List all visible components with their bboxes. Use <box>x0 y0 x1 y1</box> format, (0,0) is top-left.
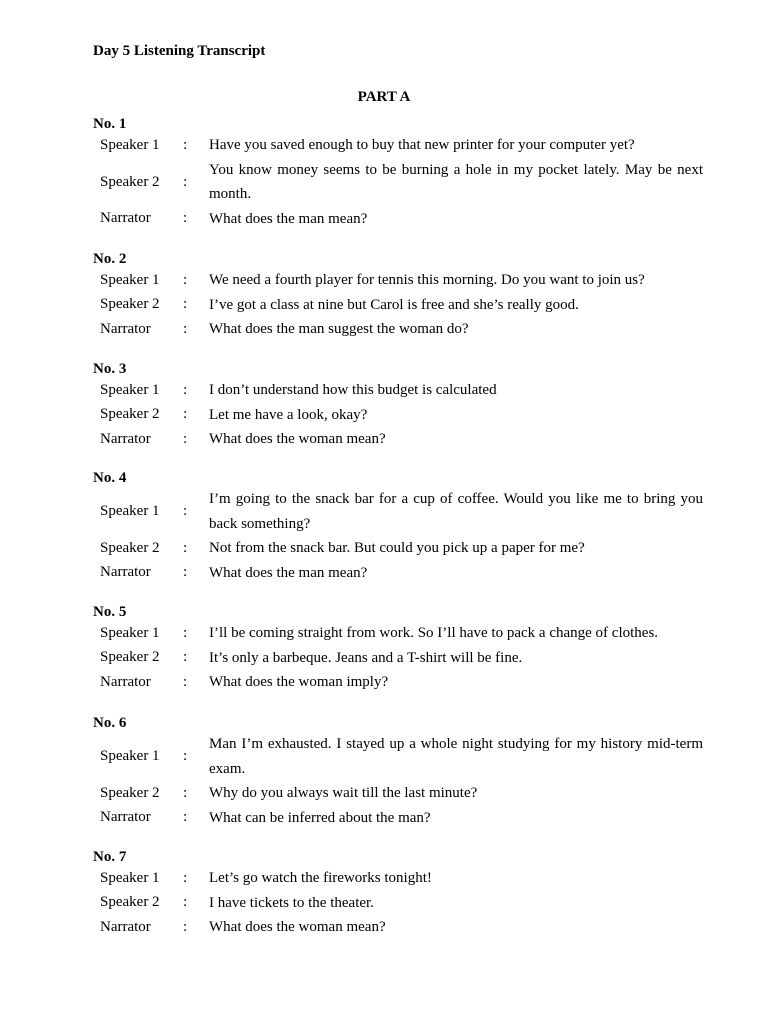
speaker-label: Narrator <box>100 564 151 581</box>
speaker-label: Speaker 2 <box>100 649 160 666</box>
question-item-6 <box>93 714 703 830</box>
line-text: I don’t understand how this budget is calculated <box>209 382 497 398</box>
speaker-label: Speaker 1 <box>100 271 160 288</box>
speaker-label: Narrator <box>100 673 151 690</box>
transcript-line <box>93 427 703 452</box>
speaker-label: Speaker 2 <box>100 784 160 801</box>
speaker-label: Narrator <box>100 430 151 447</box>
separator: : <box>183 503 188 519</box>
speaker-label: Speaker 1 <box>100 869 160 886</box>
transcript-line <box>93 621 703 646</box>
separator: : <box>183 136 188 153</box>
speaker-label: Speaker 1 <box>100 624 160 641</box>
transcript-line <box>93 487 703 536</box>
transcript-line <box>93 268 703 293</box>
transcript-line <box>93 646 703 671</box>
transcript-line <box>93 561 703 586</box>
item-number: No. 3 <box>93 361 127 377</box>
speaker-label: Speaker 1 <box>100 748 160 764</box>
line-text: It’s only a barbeque. Jeans and a T-shirt will be fine. <box>209 649 523 666</box>
line-text: You know money seems to be burning a hole in my pocket lately. May be next month. <box>209 161 703 202</box>
speaker-label: Narrator <box>100 320 151 337</box>
question-item-2 <box>93 250 703 342</box>
transcript-line <box>93 317 703 342</box>
transcript-line <box>93 536 703 561</box>
separator: : <box>183 564 188 581</box>
line-text: We need a fourth player for tennis this morning. Do you want to join us? <box>209 272 645 288</box>
separator: : <box>183 869 188 886</box>
speaker-label: Narrator <box>100 918 151 935</box>
item-number: No. 5 <box>93 604 127 620</box>
document-title: Day 5 Listening Transcript <box>93 43 266 59</box>
question-item-3 <box>93 360 703 452</box>
transcript-line <box>93 158 703 207</box>
speaker-label: Speaker 1 <box>100 503 160 519</box>
separator: : <box>183 894 188 911</box>
transcript-line <box>93 781 703 806</box>
line-text: Let’s go watch the fireworks tonight! <box>209 870 432 886</box>
item-number: No. 4 <box>93 470 127 486</box>
item-number: No. 7 <box>93 849 127 865</box>
item-number: No. 2 <box>93 251 127 267</box>
item-number: No. 1 <box>93 116 127 132</box>
line-text: I’ll be coming straight from work. So I’ll have to pack a change of clothes. <box>209 625 659 641</box>
speaker-label: Speaker 1 <box>100 381 160 398</box>
separator: : <box>183 649 188 666</box>
line-text: Have you saved enough to buy that new printer for your computer yet? <box>209 137 635 153</box>
transcript-line <box>93 403 703 428</box>
transcript-line <box>93 207 703 232</box>
separator: : <box>183 320 188 337</box>
transcript-line <box>93 732 703 781</box>
separator: : <box>183 748 188 764</box>
separator: : <box>183 430 188 447</box>
line-text: Man I’m exhausted. I stayed up a whole night studying for my history mid-term exam. <box>209 736 703 777</box>
transcript-line <box>93 378 703 403</box>
separator: : <box>183 173 188 190</box>
transcript-line <box>93 670 703 695</box>
line-text: Not from the snack bar. But could you pick up a paper for me? <box>209 540 585 556</box>
separator: : <box>183 210 188 227</box>
speaker-label: Speaker 2 <box>100 539 160 556</box>
item-number: No. 6 <box>93 715 127 731</box>
line-text: Why do you always wait till the last minute? <box>209 785 478 801</box>
speaker-label: Speaker 1 <box>100 136 160 153</box>
question-item-1 <box>93 115 703 231</box>
line-text: What does the woman mean? <box>209 919 386 935</box>
line-text: I’ve got a class at nine but Carol is free and she’s really good. <box>209 296 579 313</box>
line-text: What does the man mean? <box>209 564 368 581</box>
separator: : <box>183 673 188 690</box>
separator: : <box>183 406 188 423</box>
separator: : <box>183 271 188 288</box>
separator: : <box>183 624 188 641</box>
speaker-label: Narrator <box>100 809 151 826</box>
part-title: PART A <box>357 89 411 105</box>
line-text: What can be inferred about the man? <box>209 809 431 826</box>
transcript-line <box>93 891 703 916</box>
speaker-label: Speaker 2 <box>100 173 160 190</box>
transcript-line <box>93 915 703 940</box>
separator: : <box>183 539 188 556</box>
transcript-line <box>93 866 703 891</box>
speaker-label: Speaker 2 <box>100 296 160 313</box>
separator: : <box>183 784 188 801</box>
line-text: What does the man mean? <box>209 210 368 227</box>
line-text: What does the man suggest the woman do? <box>209 321 469 337</box>
transcript-line <box>93 133 703 158</box>
transcript-line <box>93 806 703 831</box>
separator: : <box>183 381 188 398</box>
transcript-line <box>93 293 703 318</box>
line-text: What does the woman mean? <box>209 431 386 447</box>
line-text: I have tickets to the theater. <box>209 894 374 911</box>
separator: : <box>183 296 188 313</box>
speaker-label: Narrator <box>100 210 151 227</box>
separator: : <box>183 918 188 935</box>
separator: : <box>183 809 188 826</box>
line-text: Let me have a look, okay? <box>209 406 368 423</box>
line-text: I’m going to the snack bar for a cup of coffee. Would you like me to bring you back something? <box>209 491 703 532</box>
line-text: What does the woman imply? <box>209 674 389 690</box>
question-item-5 <box>93 603 703 695</box>
speaker-label: Speaker 2 <box>100 894 160 911</box>
speaker-label: Speaker 2 <box>100 406 160 423</box>
question-item-4 <box>93 469 703 585</box>
question-item-7 <box>93 848 703 940</box>
